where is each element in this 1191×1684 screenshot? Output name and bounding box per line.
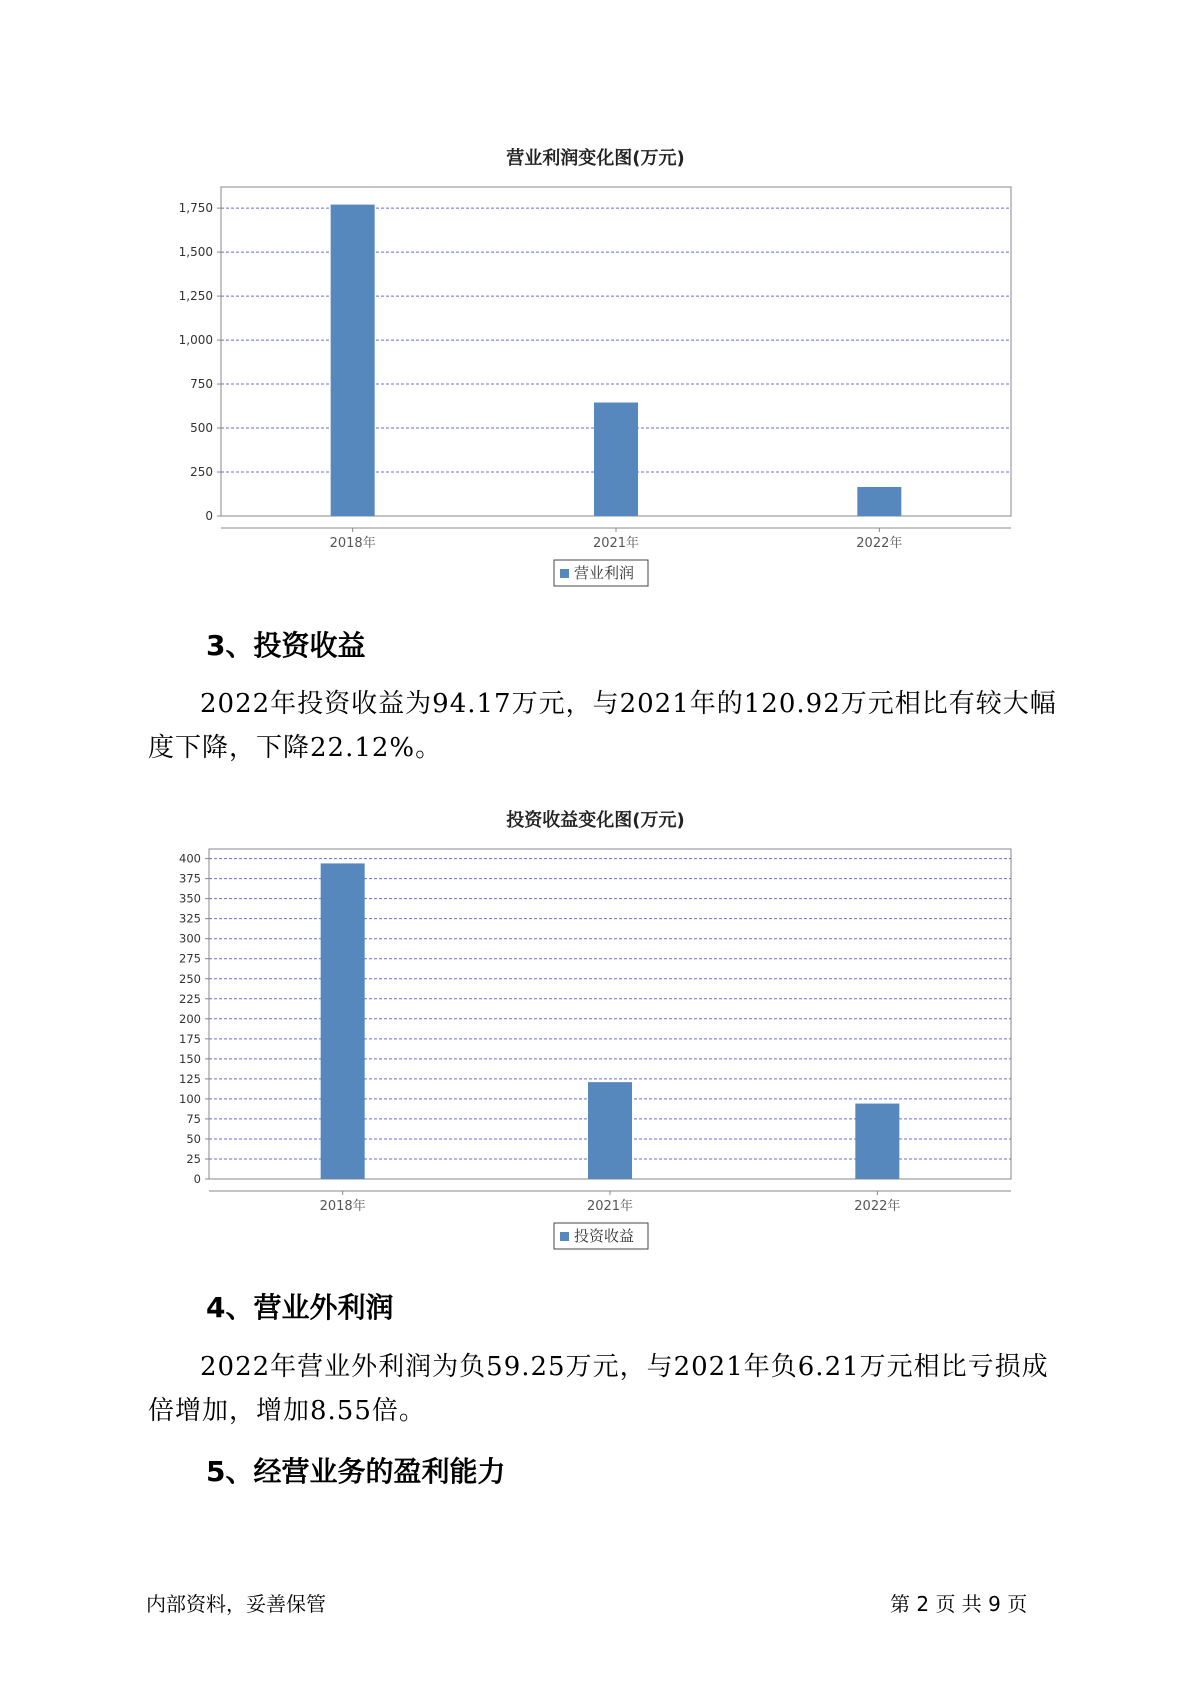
- operating-profit-xtick-label: 2022年: [856, 536, 903, 551]
- investment-income-ytick-label: 400: [179, 851, 201, 866]
- investment-income-xtick-label: 2018年: [319, 1199, 366, 1214]
- operating-profit-ytick-label: 250: [190, 465, 213, 480]
- investment-income-xtick-label: 2022年: [854, 1199, 901, 1214]
- operating-profit-chart-title: 营业利润变化图(万元): [506, 148, 685, 169]
- operating-profit-bar: [331, 205, 375, 516]
- operating-profit-bar: [857, 487, 901, 516]
- operating-profit-ytick-label: 1,500: [178, 245, 213, 260]
- footer-confidential-note: 内部资料，妥善保管: [146, 1592, 326, 1616]
- operating-profit-ytick-label: 1,000: [178, 333, 213, 348]
- operating-profit-legend-swatch: [560, 569, 569, 578]
- investment-income-ytick-label: 125: [179, 1071, 201, 1086]
- operating-profit-xtick-label: 2018年: [329, 536, 376, 551]
- operating-profit-ytick-label: 1,750: [178, 201, 213, 216]
- investment-income-xtick-label: 2021年: [586, 1199, 634, 1214]
- investment-income-ytick-label: 225: [179, 991, 201, 1006]
- investment-income-ytick-label: 350: [179, 891, 201, 906]
- investment-income-ytick-label: 275: [179, 951, 201, 966]
- footer-page-number: 第 2 页 共 9 页: [890, 1592, 1028, 1616]
- operating-profit-ytick-label: 1,250: [178, 289, 213, 304]
- investment-income-bar: [855, 1104, 899, 1179]
- operating-profit-legend-label: 营业利润: [574, 564, 635, 582]
- section-4-paragraph: 2022年营业外利润为负59.25万元，与2021年负6.21万元相比亏损成倍增加，增加8.55倍。: [148, 1352, 1049, 1426]
- investment-income-legend-label: 投资收益: [574, 1227, 635, 1245]
- investment-income-chart-title: 投资收益变化图(万元): [506, 810, 685, 831]
- operating-profit-chart: [0, 170, 1191, 590]
- investment-income-legend-swatch: [560, 1232, 569, 1241]
- operating-profit-xtick-label: 2021年: [592, 536, 640, 551]
- investment-income-ytick-label: 175: [179, 1031, 201, 1046]
- investment-income-ytick-label: 375: [179, 871, 201, 886]
- investment-income-ytick-label: 75: [186, 1111, 201, 1126]
- investment-income-ytick-label: 0: [193, 1172, 201, 1186]
- investment-income-ytick-label: 150: [179, 1051, 201, 1066]
- investment-income-bar: [588, 1082, 632, 1179]
- operating-profit-bar: [594, 403, 638, 516]
- investment-income-ytick-label: 100: [179, 1091, 201, 1106]
- operating-profit-ytick-label: 0: [205, 509, 213, 523]
- investment-income-chart: [0, 832, 1191, 1252]
- investment-income-ytick-label: 50: [186, 1131, 201, 1146]
- investment-income-ytick-label: 200: [179, 1011, 201, 1026]
- investment-income-bar: [321, 863, 365, 1179]
- section-5-heading: 5、经营业务的盈利能力: [206, 1455, 506, 1488]
- investment-income-ytick-label: 25: [186, 1151, 201, 1166]
- section-3-paragraph: 2022年投资收益为94.17万元，与2021年的120.92万元相比有较大幅度下降，下降22.12%。: [148, 689, 1057, 763]
- operating-profit-ytick-label: 500: [190, 421, 213, 436]
- section-4-heading: 4、营业外利润: [206, 1291, 394, 1324]
- operating-profit-ytick-label: 750: [190, 377, 213, 392]
- investment-income-ytick-label: 300: [179, 931, 201, 946]
- investment-income-ytick-label: 325: [179, 911, 201, 926]
- investment-income-ytick-label: 250: [179, 971, 201, 986]
- section-3-heading: 3、投资收益: [206, 629, 366, 662]
